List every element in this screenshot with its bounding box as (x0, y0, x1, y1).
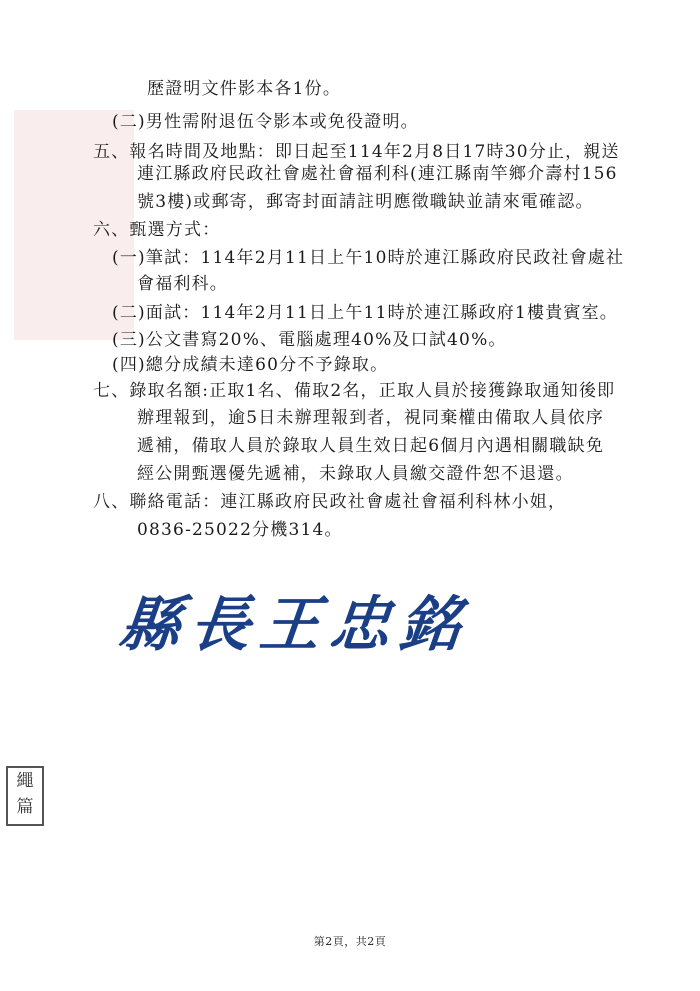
archive-seal (6, 766, 44, 826)
doc-line-17: 0836-25022分機314。 (137, 520, 343, 540)
doc-line-12: 七、錄取名額:正取1名、備取2名，正取人員於接獲錄取通知後即 (93, 381, 616, 401)
doc-line-5: 號3樓)或郵寄，郵寄封面請註明應徵職缺並請來電確認。 (137, 192, 594, 212)
doc-line-3: 五、報名時間及地點：即日起至114年2月8日17時30分止，親送 (93, 142, 620, 162)
magistrate-signature: 縣長王忠銘 (116, 590, 474, 660)
doc-line-16: 八、聯絡電話：連江縣政府民政社會處社會福利科林小姐， (93, 492, 567, 512)
doc-line-2: (二)男性需附退伍令影本或免役證明。 (112, 112, 419, 132)
doc-line-1: 歷證明文件影本各1份。 (147, 79, 342, 99)
doc-line-4: 連江縣政府民政社會處社會福利科(連江縣南竿鄉介壽村156 (137, 164, 618, 184)
doc-line-6: 六、甄選方式： (93, 220, 221, 240)
doc-line-15: 經公開甄選優先遞補，未錄取人員繳交證件恕不退還。 (137, 464, 574, 484)
doc-line-11: (四)總分成績未達60分不予錄取。 (112, 355, 389, 375)
doc-line-14: 遞補，備取人員於錄取人員生效日起6個月內遇相關職缺免 (137, 436, 605, 456)
page-number: 第2頁，共2頁 (313, 935, 387, 948)
doc-line-9: (二)面試：114年2月11日上午11時於連江縣政府1樓貴賓室。 (112, 303, 619, 323)
doc-line-8: 會福利科。 (137, 274, 228, 294)
doc-line-13: 辦理報到，逾5日未辦理報到者，視同棄權由備取人員依序 (137, 408, 605, 428)
doc-line-10: (三)公文書寫20%、電腦處理40%及口試40%。 (112, 330, 507, 350)
doc-line-7: (一)筆試：114年2月11日上午10時於連江縣政府民政社會處社 (112, 248, 625, 268)
seal-char-2: 篇 (16, 797, 34, 817)
seal-char-1: 繩 (16, 771, 34, 791)
